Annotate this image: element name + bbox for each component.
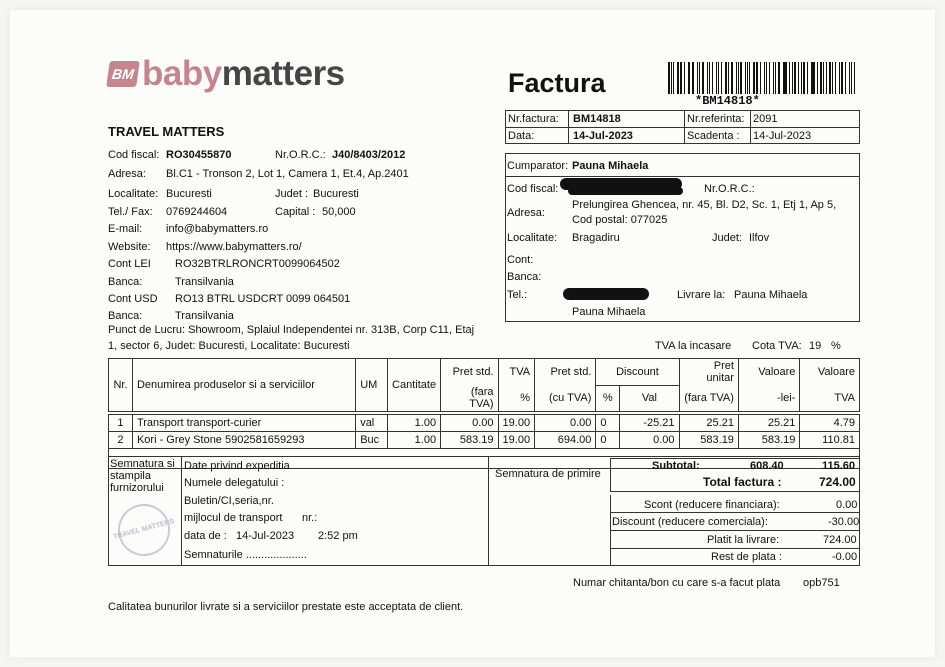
table-row: [109, 432, 860, 449]
barcode-bar: [673, 62, 674, 94]
cell-cantitate: 1.00: [388, 415, 441, 432]
supplier-cont-usd: RO13 BTRL USDCRT 0099 064501: [175, 293, 351, 305]
barcode-text: *BM14818*: [695, 94, 760, 108]
col-um: UM: [356, 359, 388, 412]
col-tva2: TVA: [800, 385, 860, 412]
barcode-bar: [829, 62, 831, 94]
barcode-bar: [773, 62, 774, 94]
cell-pu: 583.19: [679, 432, 738, 449]
col-cantitate: Cantitate: [388, 359, 441, 412]
invoice-ref-label: Nr.referinta:: [687, 113, 745, 125]
customer-livrare: Pauna Mihaela: [734, 289, 808, 301]
cell-um: Buc: [356, 432, 388, 449]
expedition-mijloc: mijlocul de transport: [184, 512, 283, 524]
barcode-bar: [766, 62, 767, 94]
redaction-mark: [568, 187, 683, 195]
col-fara-tva: (fara TVA): [441, 385, 498, 412]
customer-adresa1: Prelungirea Ghencea, nr. 45, Bl. D2, Sc. 1, Etj 1, Ap 5,: [572, 199, 837, 211]
barcode-bar: [697, 62, 699, 94]
barcode-bar: [789, 62, 790, 94]
supplier-adresa: Bl.C1 - Tronson 2, Lot 1, Camera 1, Et.4, Ap.2401: [166, 168, 409, 180]
chitanta-value: opb751: [803, 577, 840, 589]
supplier-tel: 0769244604: [166, 206, 228, 218]
barcode-bar: [688, 62, 689, 94]
supplier-email-label: E-mail:: [108, 223, 143, 235]
brand-logo: [108, 56, 345, 91]
barcode-bar: [702, 62, 704, 94]
customer-cumparator: Pauna Mihaela: [572, 160, 649, 172]
barcode-bar: [775, 62, 777, 94]
barcode-bar: [707, 62, 708, 94]
invoice-date-label: Data:: [508, 130, 535, 142]
supplier-cod-fiscal: RO30455870: [166, 149, 232, 161]
brand-name-a: baby: [142, 54, 222, 93]
invoice-ref: 2091: [753, 113, 778, 125]
col-denumire: Denumirea produselor si a serviciilor: [132, 359, 355, 412]
cell-disc-pct: 0: [596, 415, 620, 432]
barcode-bar: [849, 62, 850, 94]
barcode-bar: [811, 62, 812, 94]
barcode-bar: [699, 62, 700, 94]
barcode-bar: [783, 62, 784, 94]
col-cu-tva: (cu TVA): [535, 385, 596, 412]
supplier-tel-label: Tel./ Fax:: [108, 206, 153, 218]
customer-adresa2: Cod postal: 077025: [572, 214, 668, 226]
barcode-bar: [798, 62, 799, 94]
barcode-bar: [668, 62, 670, 94]
customer-orc-label: Nr.O.R.C.:: [704, 183, 755, 195]
total-value: 724.00: [819, 475, 856, 489]
cell-cantitate: 1.00: [388, 432, 441, 449]
cell-val-tva: 110.81: [800, 432, 860, 449]
supplier-orc-label: Nr.O.R.C.:: [275, 149, 326, 161]
barcode-bar: [794, 62, 796, 94]
barcode-bar: [689, 62, 690, 94]
barcode-bar: [769, 62, 770, 94]
invoice-nr: BM14818: [573, 113, 621, 125]
expedition-title: Date privind expeditia: [184, 460, 290, 472]
discount-label: Discount (reducere comerciala):: [612, 516, 768, 528]
barcode-bar: [803, 62, 805, 94]
subtotal-value: 608.40: [750, 460, 784, 472]
expedition-data: 14-Jul-2023: [236, 530, 295, 542]
platit-label: Platit la livrare:: [707, 534, 780, 546]
barcode-bar: [740, 62, 742, 94]
barcode-bar: [712, 62, 714, 94]
col-disc-val: Val: [620, 385, 679, 412]
customer-localitate: Bragadiru: [572, 232, 620, 244]
tva-cota: 19: [809, 340, 822, 352]
cell-pret-cu: 0.00: [535, 415, 596, 432]
barcode-bar: [832, 62, 834, 94]
col-tva-pct: %: [498, 385, 535, 412]
col-pret-unitar: Pret unitar: [679, 359, 738, 386]
chitanta-label: Numar chitanta/bon cu care s-a facut plata: [573, 577, 781, 589]
acceptance-note: Calitatea bunurilor livrate si a serviciilor prestate este acceptata de client.: [108, 601, 464, 613]
supplier-banca1: Transilvania: [175, 276, 234, 288]
barcode-bar: [747, 62, 748, 94]
cell-denumire: Kori - Grey Stone 5902581659293: [132, 432, 355, 449]
barcode-bar: [692, 62, 694, 94]
document-title: Factura: [508, 68, 606, 98]
platit-value: 724.00: [823, 534, 857, 546]
expedition-data-label: data de :: [184, 530, 227, 542]
cell-um: val: [356, 415, 388, 432]
supplier-website[interactable]: https://www.babymatters.ro/: [166, 241, 302, 253]
barcode: [668, 62, 858, 94]
barcode-bar: [756, 62, 758, 94]
table-header-row: [109, 359, 860, 386]
barcode-bar: [745, 62, 746, 94]
barcode-bar: [749, 62, 750, 94]
barcode-bar: [736, 62, 737, 94]
supplier-adresa-label: Adresa:: [108, 168, 146, 180]
col-pret-std-cu: Pret std.: [535, 359, 596, 386]
cell-disc-pct: 0: [596, 432, 620, 449]
barcode-bar: [812, 62, 814, 94]
supplier-localitate: Bucuresti: [166, 188, 212, 200]
col-pu-fara-tva: (fara TVA): [679, 385, 738, 412]
barcode-bar: [845, 62, 846, 94]
tva-pct: %: [831, 340, 841, 352]
invoice-date: 14-Jul-2023: [573, 130, 633, 142]
barcode-bar: [784, 62, 786, 94]
cell-pret-fara: 583.19: [441, 432, 498, 449]
supplier-capital: 50,000: [322, 206, 356, 218]
customer-cod-fiscal-label: Cod fiscal:: [507, 183, 559, 195]
customer-adresa-label: Adresa:: [507, 207, 545, 219]
supplier-banca1-label: Banca:: [108, 276, 143, 288]
cell-nr: 2: [109, 432, 133, 449]
invoice-nr-label: Nr.factura:: [508, 113, 559, 125]
supplier-localitate-label: Localitate:: [108, 188, 159, 200]
expedition-mijloc-nr: nr.:: [302, 512, 318, 524]
barcode-bar: [778, 62, 780, 94]
barcode-bar: [671, 62, 672, 94]
rest-value: -0.00: [832, 551, 858, 563]
total-label: Total factura :: [703, 475, 782, 489]
col-nr: Nr.: [109, 359, 133, 412]
barcode-bar: [684, 62, 685, 94]
supplier-punct-line1: Punct de Lucru: Showroom, Splaiul Independentei nr. 313B, Corp C11, Etaj: [108, 324, 475, 336]
cell-pu: 25.21: [679, 415, 738, 432]
supplier-cont-usd-label: Cont USD: [108, 293, 158, 305]
barcode-bar: [801, 62, 802, 94]
barcode-bar: [718, 62, 719, 94]
cell-val: 25.21: [738, 415, 799, 432]
barcode-bar: [725, 62, 727, 94]
barcode-bar: [753, 62, 755, 94]
barcode-bar: [677, 62, 679, 94]
items-table: [108, 358, 860, 469]
barcode-bar: [826, 62, 827, 94]
customer-banca-label: Banca:: [507, 271, 542, 283]
barcode-bar: [835, 62, 836, 94]
barcode-bar: [728, 62, 729, 94]
barcode-bar: [817, 62, 818, 94]
brand-name-b: matters: [221, 54, 345, 93]
customer-livrare-label: Livrare la:: [677, 289, 726, 301]
rest-label: Rest de plata :: [711, 551, 782, 563]
cell-disc-val: 0.00: [620, 432, 679, 449]
cell-tva: 19.00: [498, 415, 535, 432]
barcode-bar: [709, 62, 710, 94]
col-valoare: Valoare: [738, 359, 799, 386]
cell-tva: 19.00: [498, 432, 535, 449]
tva-incasare: TVA la incasare: [655, 340, 732, 352]
cell-val: 583.19: [738, 432, 799, 449]
cell-pret-cu: 694.00: [535, 432, 596, 449]
cell-val-tva: 4.79: [800, 415, 860, 432]
supplier-banca2: Transilvania: [175, 310, 234, 322]
col-tva: TVA: [498, 359, 535, 386]
barcode-bar: [807, 62, 808, 94]
barcode-bar: [792, 62, 793, 94]
cell-disc-val: -25.21: [620, 415, 679, 432]
barcode-bar: [680, 62, 682, 94]
customer-judet-label: Judet:: [712, 232, 742, 244]
scont-value: 0.00: [836, 499, 858, 511]
barcode-bar: [731, 62, 733, 94]
supplier-email[interactable]: info@babymatters.ro: [166, 223, 269, 235]
barcode-bar: [721, 62, 723, 94]
customer-cont-label: Cont:: [507, 254, 534, 266]
redaction-mark: [563, 288, 649, 300]
customer-contact: Pauna Mihaela: [572, 306, 646, 318]
expedition-ora: 2:52 pm: [318, 530, 358, 542]
customer-localitate-label: Localitate:: [507, 232, 558, 244]
supplier-judet-label: Judet :: [275, 188, 309, 200]
barcode-bar: [854, 62, 855, 94]
barcode-bar: [839, 62, 840, 94]
cell-nr: 1: [109, 415, 133, 432]
signature-supplier-label: Semnatura si stampila furnizorului: [110, 458, 175, 494]
supplier-cod-fiscal-label: Cod fiscal:: [108, 149, 160, 161]
brand-logo-mark: BM: [106, 61, 140, 87]
barcode-bar: [841, 62, 843, 94]
barcode-bar: [738, 62, 739, 94]
table-row: [109, 415, 860, 432]
customer-tel-label: Tel.:: [507, 289, 528, 301]
supplier-orc: J40/8403/2012: [332, 149, 406, 161]
barcode-bar: [851, 62, 853, 94]
col-valoare-tva: Valoare: [800, 359, 860, 386]
supplier-punct-line2: 1, sector 6, Judet: Bucuresti, Localitate: Bucuresti: [108, 340, 350, 352]
signature-receiver-label: Semnatura de primire: [495, 468, 601, 480]
customer-cumparator-label: Cumparator:: [507, 160, 569, 172]
subtotal-tva: 115.60: [822, 460, 856, 472]
cell-pret-fara: 0.00: [441, 415, 498, 432]
cell-denumire: Transport transport-curier: [132, 415, 355, 432]
invoice-due-label: Scadenta :: [687, 130, 740, 142]
barcode-bar: [764, 62, 766, 94]
expedition-semnaturile: Semnaturile ....................: [184, 549, 307, 561]
expedition-buletin: Buletin/CI,seria,nr.: [184, 495, 274, 507]
invoice-due: 14-Jul-2023: [753, 130, 812, 142]
supplier-website-label: Website:: [108, 241, 151, 253]
col-disc-pct: %: [596, 385, 620, 412]
col-pret-std: Pret std.: [441, 359, 498, 386]
customer-judet: Ilfov: [749, 232, 770, 244]
supplier-cont-lei: RO32BTRLRONCRT0099064502: [175, 258, 340, 270]
col-lei: -lei-: [738, 385, 799, 412]
barcode-bar: [820, 62, 822, 94]
barcode-bar: [823, 62, 824, 94]
discount-value: -30.00: [828, 516, 860, 528]
supplier-cont-lei-label: Cont LEI: [108, 258, 151, 270]
scont-label: Scont (reducere financiara):: [644, 499, 780, 511]
subtotal-label: Subtotal:: [652, 460, 700, 472]
supplier-name: TRAVEL MATTERS: [108, 124, 225, 139]
expedition-delegat: Numele delegatului :: [184, 477, 285, 489]
supplier-judet: Bucuresti: [313, 188, 359, 200]
tva-cota-label: Cota TVA:: [752, 340, 802, 352]
barcode-bar: [716, 62, 717, 94]
supplier-banca2-label: Banca:: [108, 310, 143, 322]
col-discount: Discount: [596, 359, 679, 386]
barcode-bar: [760, 62, 761, 94]
supplier-capital-label: Capital :: [275, 206, 316, 218]
company-stamp: TRAVEL MATTERS: [112, 498, 176, 562]
